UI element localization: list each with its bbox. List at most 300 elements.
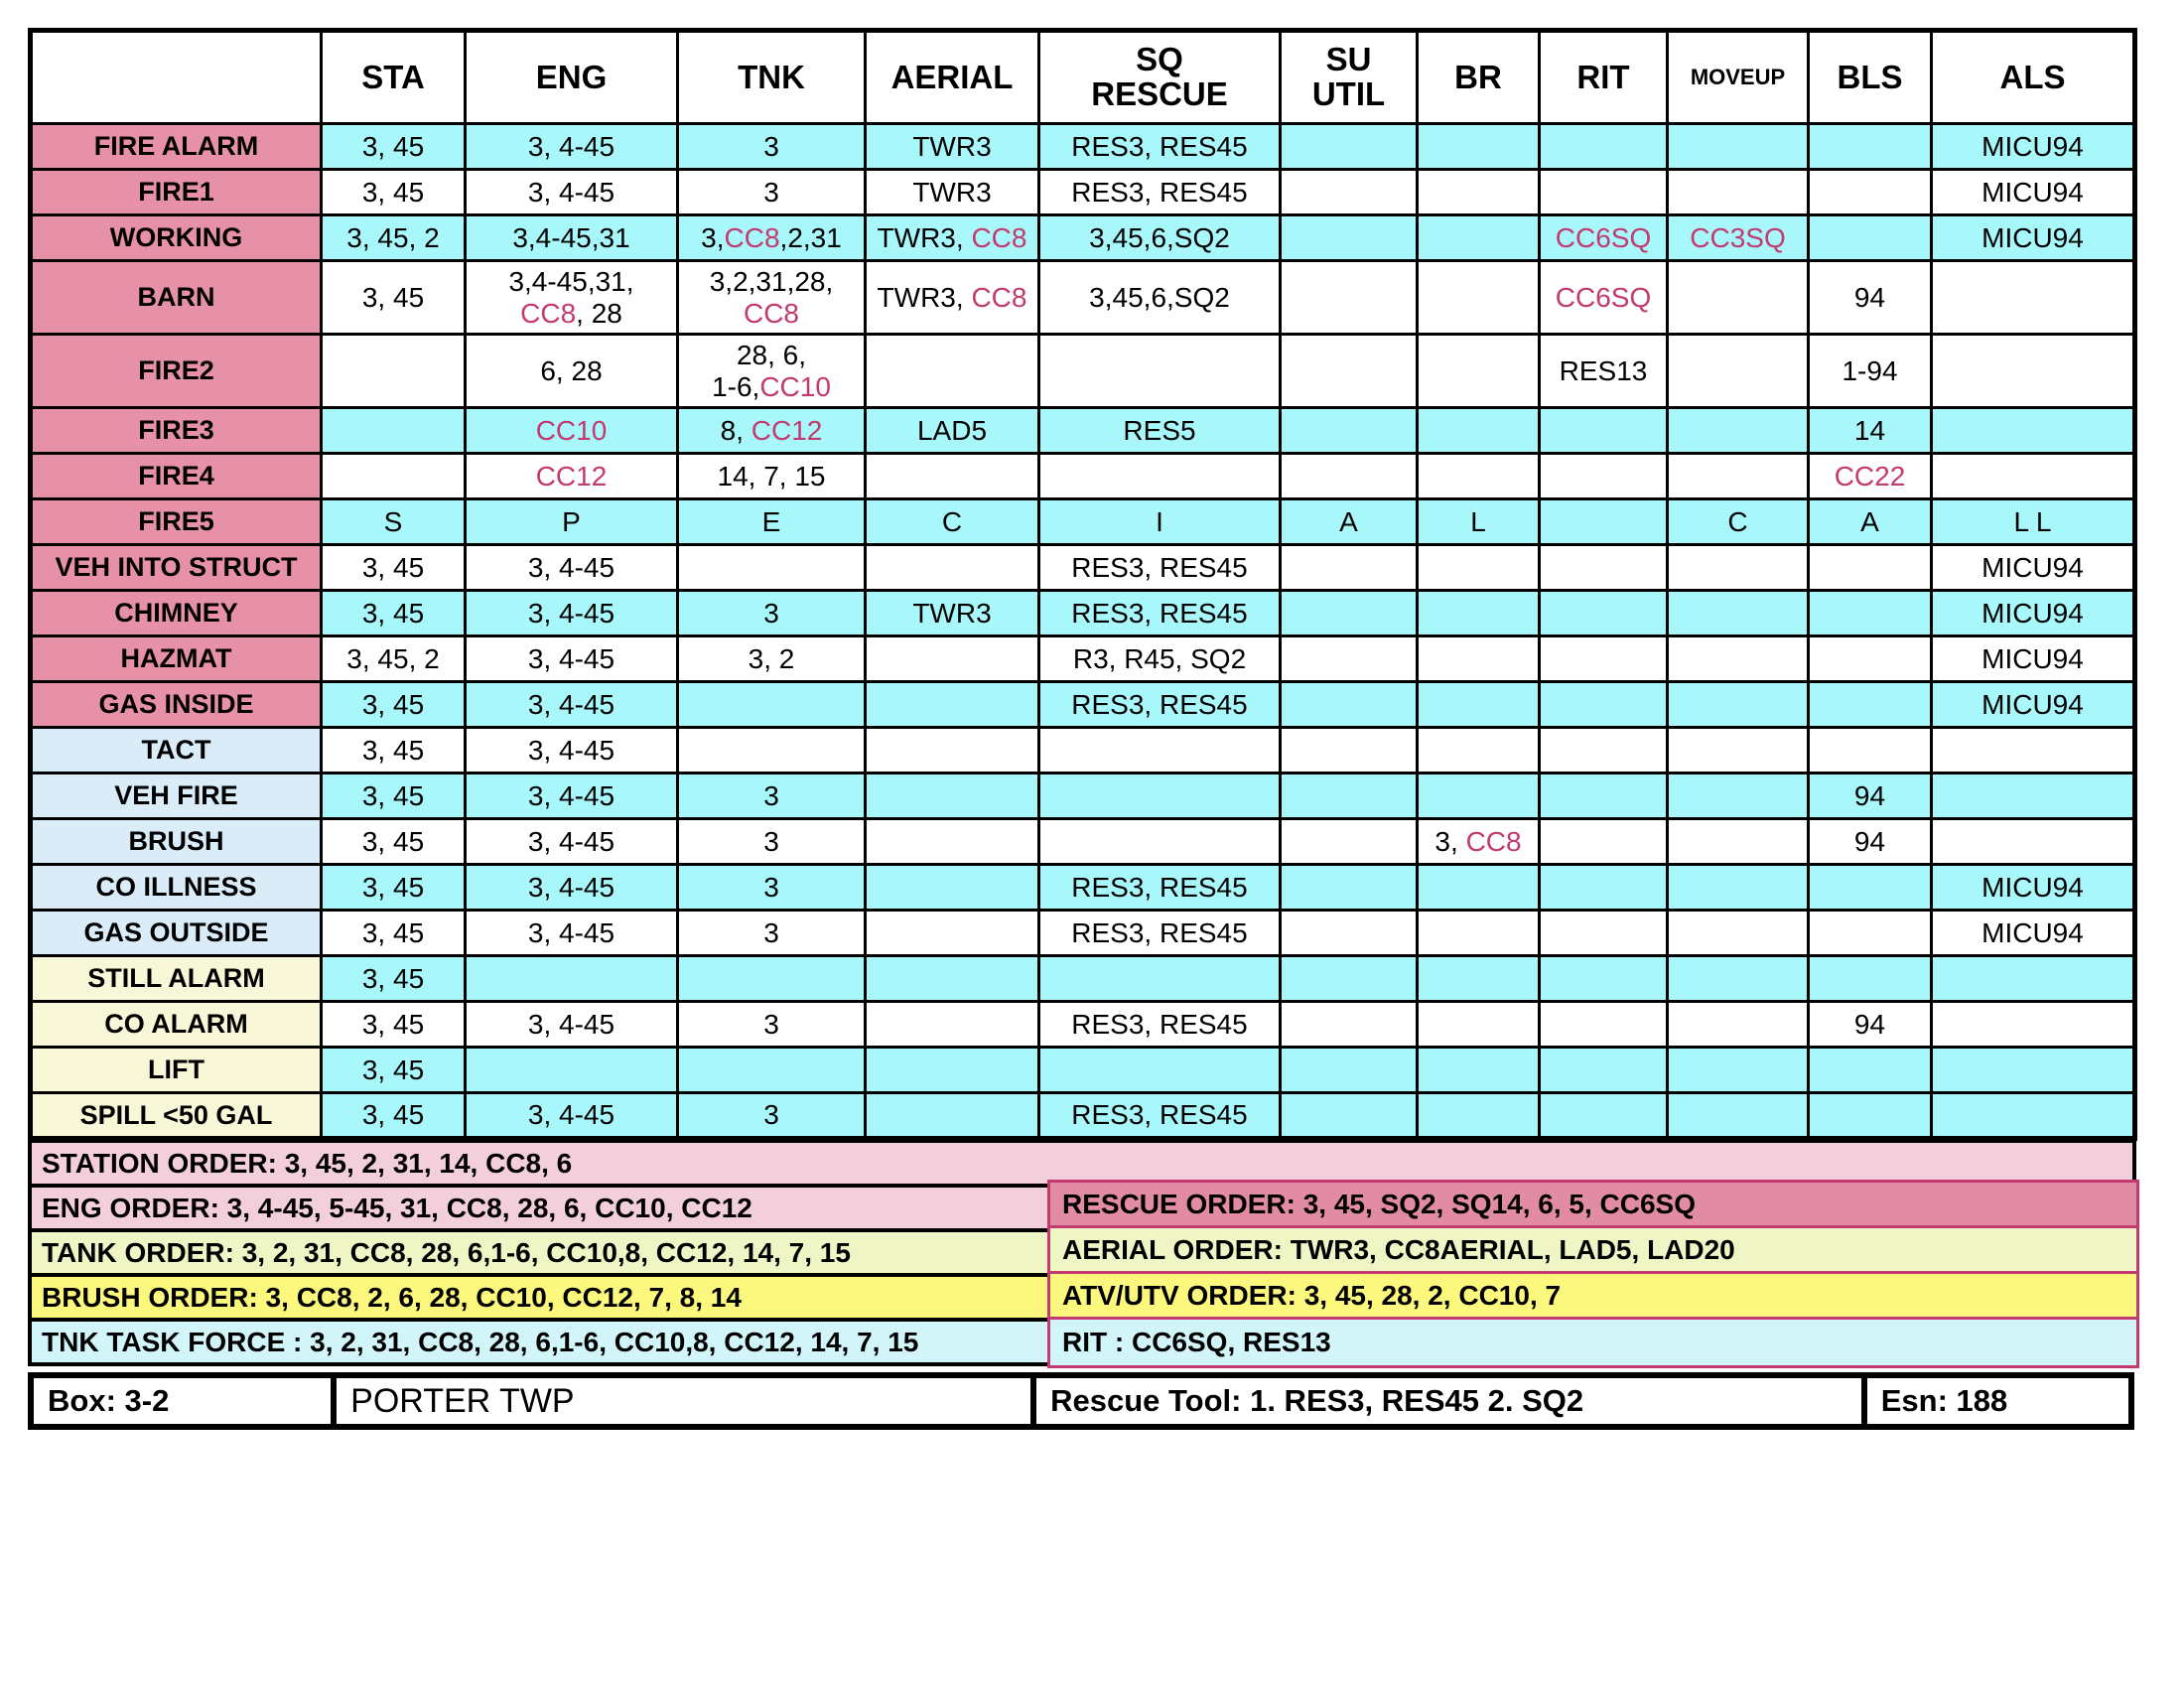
grid-cell-br [1418,636,1540,682]
grid-cell-su_util [1281,911,1418,956]
grid-cell-als [1932,408,2135,454]
run-card-page [28,28,2164,1430]
grid-cell-br [1418,170,1540,215]
grid-cell-sq_rescue: 3,45,6,SQ2 [1039,261,1281,335]
township: PORTER TWP [331,1372,1036,1430]
grid-cell-su_util [1281,819,1418,865]
rit-order-row: RIT : CC6SQ, RES13 [1050,1320,2136,1365]
grid-cell-su_util [1281,124,1418,170]
row-label: FIRE4 [31,454,322,499]
grid-cell-tnk [678,1048,866,1093]
row-label: FIRE5 [31,499,322,545]
grid-cell-bls: CC22 [1809,454,1932,499]
grid-cell-br [1418,865,1540,911]
grid-cell-eng: 3, 4-45 [466,170,678,215]
table-row [31,124,2135,170]
table-row [31,1002,2135,1048]
grid-cell-aerial [866,1002,1039,1048]
table-row [31,1093,2135,1139]
grid-cell-bls [1809,865,1932,911]
grid-cell-sta: 3, 45, 2 [322,636,466,682]
grid-cell-tnk: 3 [678,865,866,911]
grid-cell-bls: 94 [1809,1002,1932,1048]
box-number: Box: 3-2 [28,1372,337,1430]
grid-cell-tnk: 8, CC12 [678,408,866,454]
grid-cell-sta: 3, 45 [322,124,466,170]
grid-cell-su_util [1281,1002,1418,1048]
table-row [31,682,2135,728]
grid-cell-bls: 14 [1809,408,1932,454]
grid-cell-aerial: TWR3 [866,124,1039,170]
grid-cell-sta: 3, 45, 2 [322,215,466,261]
table-row [31,454,2135,499]
grid-cell-moveup [1668,261,1809,335]
atv-utv-order-row: ATV/UTV ORDER: 3, 45, 28, 2, CC10, 7 [1050,1274,2136,1320]
grid-cell-aerial [866,911,1039,956]
grid-cell-sq_rescue: 3,45,6,SQ2 [1039,215,1281,261]
row-label: SPILL <50 GAL [31,1093,322,1139]
grid-cell-rit [1540,545,1668,591]
grid-cell-br: 3, CC8 [1418,819,1540,865]
grid-cell-moveup [1668,636,1809,682]
grid-cell-sq_rescue [1039,454,1281,499]
row-label: VEH INTO STRUCT [31,545,322,591]
column-header-bls: BLS [1809,31,1932,124]
grid-cell-moveup [1668,545,1809,591]
grid-cell-eng: 3, 4-45 [466,911,678,956]
grid-cell-aerial: TWR3, CC8 [866,261,1039,335]
grid-cell-aerial [866,956,1039,1002]
table-row [31,728,2135,774]
column-header-sq_rescue: SQ RESCUE [1039,31,1281,124]
run-card-table [28,28,2137,1141]
grid-cell-bls [1809,728,1932,774]
grid-cell-br [1418,408,1540,454]
eng-order-row: ENG ORDER: 3, 4-45, 5-45, 31, CC8, 28, 6, CC10, CC12 [28,1184,1051,1232]
grid-cell-moveup [1668,454,1809,499]
table-row [31,956,2135,1002]
column-header-su_util: SU UTIL [1281,31,1418,124]
column-header-tnk: TNK [678,31,866,124]
grid-cell-su_util [1281,408,1418,454]
grid-cell-su_util [1281,1048,1418,1093]
table-row [31,636,2135,682]
grid-cell-bls: 94 [1809,819,1932,865]
grid-cell-su_util [1281,170,1418,215]
row-label: VEH FIRE [31,774,322,819]
row-label: FIRE ALARM [31,124,322,170]
grid-cell-sta [322,335,466,408]
grid-cell-tnk: 3 [678,1002,866,1048]
grid-cell-eng: P [466,499,678,545]
grid-cell-als: MICU94 [1932,124,2135,170]
grid-cell-sq_rescue: RES3, RES45 [1039,1002,1281,1048]
grid-cell-moveup [1668,335,1809,408]
grid-cell-sta: 3, 45 [322,545,466,591]
grid-cell-rit [1540,1093,1668,1139]
grid-cell-sta: 3, 45 [322,956,466,1002]
grid-cell-tnk: 3 [678,819,866,865]
table-row [31,865,2135,911]
grid-cell-rit: CC6SQ [1540,261,1668,335]
table-row [31,819,2135,865]
grid-cell-aerial [866,774,1039,819]
grid-cell-als: MICU94 [1932,865,2135,911]
grid-cell-tnk [678,545,866,591]
grid-cell-rit [1540,1002,1668,1048]
grid-cell-eng: 3, 4-45 [466,1002,678,1048]
grid-cell-aerial: TWR3, CC8 [866,215,1039,261]
grid-cell-als [1932,728,2135,774]
grid-cell-rit: CC6SQ [1540,215,1668,261]
grid-cell-tnk: 3 [678,1093,866,1139]
grid-cell-bls [1809,636,1932,682]
grid-cell-als: MICU94 [1932,170,2135,215]
row-label: CHIMNEY [31,591,322,636]
grid-cell-moveup: C [1668,499,1809,545]
rescue-order-row: RESCUE ORDER: 3, 45, SQ2, SQ14, 6, 5, CC6SQ [1050,1183,2136,1228]
grid-cell-su_util [1281,956,1418,1002]
grid-cell-als [1932,454,2135,499]
row-label: FIRE1 [31,170,322,215]
grid-cell-tnk: 3,CC8,2,31 [678,215,866,261]
grid-cell-br [1418,591,1540,636]
grid-cell-bls [1809,215,1932,261]
grid-cell-eng: 3,4-45,31 [466,215,678,261]
grid-cell-br [1418,911,1540,956]
row-label: TACT [31,728,322,774]
esn-number: Esn: 188 [1861,1372,2134,1430]
table-row [31,911,2135,956]
grid-cell-rit [1540,170,1668,215]
grid-cell-sq_rescue: RES3, RES45 [1039,170,1281,215]
grid-cell-sta: 3, 45 [322,1002,466,1048]
grid-cell-moveup [1668,170,1809,215]
grid-cell-als: MICU94 [1932,682,2135,728]
row-label: FIRE3 [31,408,322,454]
grid-cell-br [1418,1048,1540,1093]
grid-cell-eng: 3, 4-45 [466,682,678,728]
column-header-als: ALS [1932,31,2135,124]
grid-cell-br [1418,1093,1540,1139]
row-label: CO ILLNESS [31,865,322,911]
row-label: BRUSH [31,819,322,865]
grid-cell-rit [1540,956,1668,1002]
grid-cell-rit [1540,774,1668,819]
brush-order-row: BRUSH ORDER: 3, CC8, 2, 6, 28, CC10, CC12, 7, 8, 14 [28,1273,1051,1322]
grid-cell-bls [1809,1048,1932,1093]
row-label: LIFT [31,1048,322,1093]
grid-cell-eng: 3, 4-45 [466,728,678,774]
row-label: BARN [31,261,322,335]
grid-cell-moveup [1668,911,1809,956]
table-row [31,335,2135,408]
grid-cell-bls: A [1809,499,1932,545]
grid-cell-moveup [1668,956,1809,1002]
table-row [31,499,2135,545]
grid-cell-sq_rescue: RES3, RES45 [1039,591,1281,636]
grid-cell-tnk [678,728,866,774]
grid-cell-br [1418,1002,1540,1048]
grid-cell-aerial [866,682,1039,728]
grid-cell-sq_rescue: RES5 [1039,408,1281,454]
row-label: HAZMAT [31,636,322,682]
grid-cell-als: L L [1932,499,2135,545]
grid-cell-bls: 1-94 [1809,335,1932,408]
grid-cell-aerial [866,335,1039,408]
grid-cell-br [1418,682,1540,728]
grid-cell-sta: 3, 45 [322,1093,466,1139]
grid-cell-moveup [1668,1048,1809,1093]
grid-cell-eng: 3, 4-45 [466,865,678,911]
grid-cell-als [1932,335,2135,408]
grid-cell-sq_rescue: RES3, RES45 [1039,124,1281,170]
grid-cell-aerial [866,1048,1039,1093]
grid-cell-rit [1540,1048,1668,1093]
table-row [31,1048,2135,1093]
grid-cell-aerial [866,865,1039,911]
grid-cell-su_util [1281,335,1418,408]
grid-cell-br [1418,728,1540,774]
grid-cell-eng [466,1048,678,1093]
grid-cell-bls [1809,170,1932,215]
grid-cell-bls [1809,124,1932,170]
grid-cell-rit [1540,865,1668,911]
grid-cell-tnk: 3 [678,591,866,636]
grid-cell-als [1932,1048,2135,1093]
grid-cell-bls [1809,956,1932,1002]
grid-cell-als [1932,956,2135,1002]
grid-cell-br [1418,261,1540,335]
grid-cell-sta: 3, 45 [322,774,466,819]
grid-cell-bls: 94 [1809,261,1932,335]
grid-cell-aerial: TWR3 [866,170,1039,215]
rescue-tool: Rescue Tool: 1. RES3, RES45 2. SQ2 [1030,1372,1867,1430]
grid-cell-aerial [866,545,1039,591]
row-label: FIRE2 [31,335,322,408]
grid-cell-rit [1540,819,1668,865]
grid-cell-sq_rescue [1039,819,1281,865]
grid-cell-tnk: 28, 6, 1-6,CC10 [678,335,866,408]
grid-cell-br [1418,215,1540,261]
corner-cell [31,31,322,124]
grid-cell-rit [1540,682,1668,728]
grid-cell-su_util [1281,261,1418,335]
grid-cell-su_util: A [1281,499,1418,545]
grid-cell-su_util [1281,682,1418,728]
grid-cell-tnk: 3,2,31,28, CC8 [678,261,866,335]
grid-cell-moveup [1668,1093,1809,1139]
table-row [31,215,2135,261]
grid-cell-sq_rescue: RES3, RES45 [1039,1093,1281,1139]
grid-cell-eng: 3, 4-45 [466,819,678,865]
grid-cell-su_util [1281,865,1418,911]
tank-order-row: TANK ORDER: 3, 2, 31, CC8, 28, 6,1-6, CC10,8, CC12, 14, 7, 15 [28,1228,1051,1277]
aerial-order-row: AERIAL ORDER: TWR3, CC8AERIAL, LAD5, LAD20 [1050,1228,2136,1274]
grid-cell-sta: 3, 45 [322,1048,466,1093]
grid-cell-sq_rescue [1039,774,1281,819]
grid-cell-eng: 3, 4-45 [466,774,678,819]
grid-cell-sta: 3, 45 [322,819,466,865]
grid-cell-eng: CC10 [466,408,678,454]
grid-cell-eng: 3, 4-45 [466,1093,678,1139]
grid-cell-eng: 3, 4-45 [466,636,678,682]
grid-cell-sq_rescue: I [1039,499,1281,545]
grid-cell-aerial [866,819,1039,865]
grid-cell-su_util [1281,636,1418,682]
grid-cell-als [1932,819,2135,865]
grid-cell-rit [1540,454,1668,499]
grid-cell-sq_rescue [1039,335,1281,408]
grid-cell-eng: CC12 [466,454,678,499]
grid-cell-su_util [1281,774,1418,819]
grid-cell-moveup [1668,124,1809,170]
table-row [31,774,2135,819]
grid-cell-sta: 3, 45 [322,170,466,215]
grid-cell-rit [1540,499,1668,545]
column-header-sta: STA [322,31,466,124]
grid-cell-su_util [1281,591,1418,636]
grid-cell-moveup [1668,774,1809,819]
grid-cell-su_util [1281,454,1418,499]
grid-cell-aerial [866,1093,1039,1139]
summary-area [28,1139,2136,1366]
grid-cell-als [1932,261,2135,335]
grid-cell-tnk: 14, 7, 15 [678,454,866,499]
grid-cell-sta: 3, 45 [322,591,466,636]
grid-cell-als: MICU94 [1932,591,2135,636]
grid-cell-sta: 3, 45 [322,911,466,956]
grid-cell-sq_rescue [1039,956,1281,1002]
grid-cell-su_util [1281,215,1418,261]
grid-cell-aerial [866,636,1039,682]
grid-cell-sq_rescue: RES3, RES45 [1039,911,1281,956]
grid-cell-sq_rescue [1039,1048,1281,1093]
grid-cell-tnk: 3, 2 [678,636,866,682]
grid-cell-sta: 3, 45 [322,728,466,774]
grid-cell-rit [1540,591,1668,636]
table-row [31,170,2135,215]
column-header-eng: ENG [466,31,678,124]
grid-cell-su_util [1281,1093,1418,1139]
grid-cell-br [1418,774,1540,819]
grid-cell-rit [1540,911,1668,956]
grid-cell-eng [466,956,678,1002]
grid-cell-bls [1809,911,1932,956]
grid-cell-rit: RES13 [1540,335,1668,408]
grid-cell-als: MICU94 [1932,545,2135,591]
table-row [31,408,2135,454]
grid-cell-eng: 3, 4-45 [466,591,678,636]
grid-cell-moveup [1668,591,1809,636]
grid-cell-aerial [866,728,1039,774]
grid-cell-als [1932,1093,2135,1139]
grid-cell-sq_rescue: RES3, RES45 [1039,682,1281,728]
grid-cell-moveup [1668,728,1809,774]
column-header-rit: RIT [1540,31,1668,124]
grid-cell-moveup [1668,682,1809,728]
grid-cell-tnk: 3 [678,774,866,819]
footer-bar [28,1372,2134,1430]
grid-cell-als: MICU94 [1932,911,2135,956]
grid-cell-br: L [1418,499,1540,545]
grid-cell-als [1932,1002,2135,1048]
grid-cell-br [1418,545,1540,591]
grid-cell-eng: 3,4-45,31, CC8, 28 [466,261,678,335]
grid-cell-sq_rescue: R3, R45, SQ2 [1039,636,1281,682]
grid-cell-sta: 3, 45 [322,261,466,335]
table-row [31,591,2135,636]
grid-cell-su_util [1281,545,1418,591]
station-order-row: STATION ORDER: 3, 45, 2, 31, 14, CC8, 6 [28,1139,2136,1188]
grid-cell-sta: S [322,499,466,545]
grid-cell-moveup [1668,408,1809,454]
grid-cell-rit [1540,124,1668,170]
grid-cell-bls [1809,545,1932,591]
column-header-aerial: AERIAL [866,31,1039,124]
grid-cell-br [1418,956,1540,1002]
grid-cell-aerial: C [866,499,1039,545]
row-label: GAS INSIDE [31,682,322,728]
grid-cell-rit [1540,408,1668,454]
grid-cell-bls [1809,682,1932,728]
grid-cell-als: MICU94 [1932,636,2135,682]
grid-cell-tnk: 3 [678,170,866,215]
column-header-br: BR [1418,31,1540,124]
grid-cell-br [1418,454,1540,499]
grid-cell-br [1418,124,1540,170]
grid-cell-sq_rescue: RES3, RES45 [1039,865,1281,911]
grid-cell-tnk: E [678,499,866,545]
grid-cell-eng: 3, 4-45 [466,545,678,591]
grid-cell-sta [322,408,466,454]
grid-cell-sq_rescue [1039,728,1281,774]
grid-cell-sta: 3, 45 [322,865,466,911]
grid-cell-sta [322,454,466,499]
row-label: GAS OUTSIDE [31,911,322,956]
grid-cell-moveup: CC3SQ [1668,215,1809,261]
grid-cell-als [1932,774,2135,819]
grid-cell-rit [1540,728,1668,774]
grid-cell-su_util [1281,728,1418,774]
table-row [31,545,2135,591]
grid-cell-br [1418,335,1540,408]
grid-cell-moveup [1668,1002,1809,1048]
grid-cell-bls: 94 [1809,774,1932,819]
grid-cell-bls [1809,1093,1932,1139]
grid-cell-tnk: 3 [678,911,866,956]
row-label: STILL ALARM [31,956,322,1002]
grid-cell-aerial: TWR3 [866,591,1039,636]
row-label: WORKING [31,215,322,261]
grid-cell-moveup [1668,865,1809,911]
grid-cell-tnk [678,956,866,1002]
grid-cell-rit [1540,636,1668,682]
grid-cell-eng: 6, 28 [466,335,678,408]
grid-cell-tnk [678,682,866,728]
grid-cell-sq_rescue: RES3, RES45 [1039,545,1281,591]
grid-cell-tnk: 3 [678,124,866,170]
grid-cell-bls [1809,591,1932,636]
row-label: CO ALARM [31,1002,322,1048]
grid-cell-aerial [866,454,1039,499]
grid-cell-moveup [1668,819,1809,865]
header-row [31,31,2135,124]
grid-cell-aerial: LAD5 [866,408,1039,454]
grid-cell-sta: 3, 45 [322,682,466,728]
summary-right-block [1047,1180,2139,1368]
tnk-task-force-row: TNK TASK FORCE : 3, 2, 31, CC8, 28, 6,1-6, CC10,8, CC12, 14, 7, 15 [28,1318,1051,1366]
